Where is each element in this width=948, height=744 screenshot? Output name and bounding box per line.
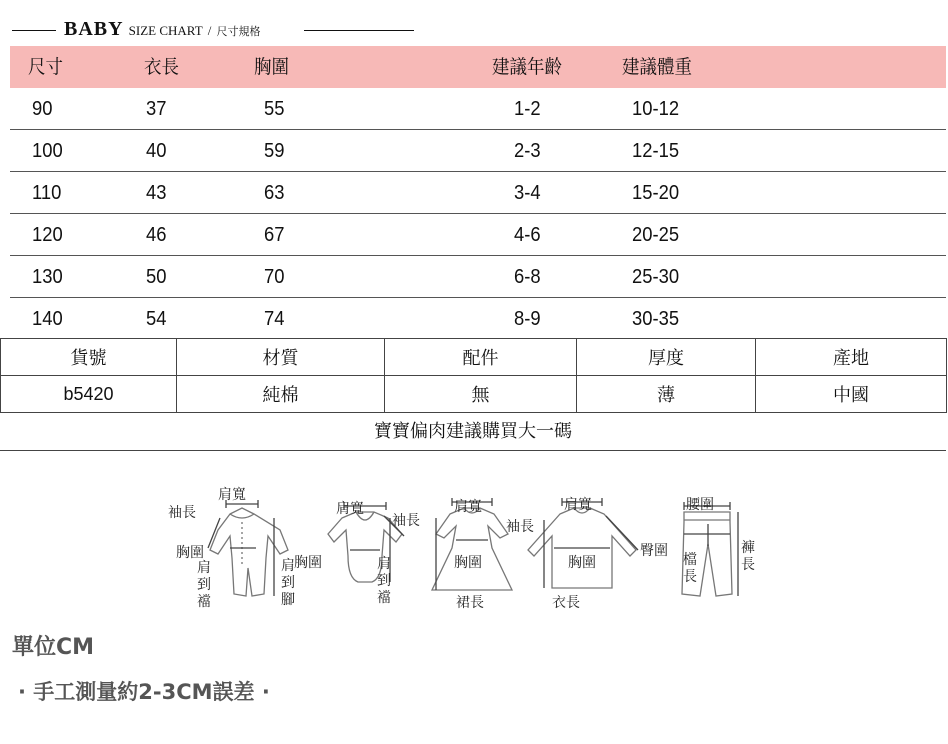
unit-note: 單位CM (12, 635, 95, 660)
cell-size: 90 (32, 98, 53, 120)
bodysuit-shoulder-label: 肩寬 (336, 501, 364, 517)
cell-chest: 55 (264, 98, 285, 120)
info-item-no: b5420 (1, 376, 177, 413)
title-rule-left (12, 30, 56, 31)
title-separator: / (207, 23, 212, 38)
header-chest: 胸圍 (254, 56, 289, 78)
cell-age: 3-4 (514, 182, 541, 204)
cell-chest: 70 (264, 266, 285, 288)
cell-weight: 12-15 (632, 140, 680, 162)
header-length: 衣長 (144, 56, 179, 78)
size-table-header (10, 46, 946, 88)
info-header-material: 材質 (177, 339, 385, 376)
top-length-label: 衣長 (552, 595, 580, 611)
cell-weight: 15-20 (632, 182, 680, 204)
pants-hip-label: 臀圍 (640, 543, 668, 559)
romper-icon (208, 500, 288, 596)
bodysuit-shoulder-crotch-label: 肩 到 襠 (377, 556, 391, 606)
table-row (10, 130, 946, 172)
cell-length: 37 (146, 98, 167, 120)
table-row (10, 298, 946, 339)
table-row (10, 172, 946, 214)
romper-sleeve-label: 袖長 (168, 505, 196, 521)
cell-age: 6-8 (514, 266, 541, 288)
romper-shoulder-crotch-label: 肩 到 襠 (197, 560, 211, 610)
cell-length: 54 (146, 308, 167, 330)
tolerance-note: · 手工測量約2-3CM誤差 · (18, 680, 270, 704)
info-header-row (1, 339, 947, 376)
pants-crotch-label: 檔 長 (683, 552, 697, 585)
cell-length: 43 (146, 182, 167, 204)
table-row (10, 88, 946, 130)
info-header-thickness: 厚度 (577, 339, 756, 376)
cell-size: 120 (32, 224, 63, 246)
title-brand: BABY (64, 18, 124, 40)
info-header-accessory: 配件 (385, 339, 577, 376)
top-sleeve-label: 袖長 (506, 519, 534, 535)
info-header-item-no: 貨號 (1, 339, 177, 376)
info-thickness: 薄 (577, 376, 756, 413)
chart-title (12, 18, 432, 44)
cell-age: 2-3 (514, 140, 541, 162)
title-text (64, 18, 260, 41)
info-accessory: 無 (385, 376, 577, 413)
product-info-table (0, 338, 947, 413)
cell-chest: 59 (264, 140, 285, 162)
top-chest-label: 胸圍 (568, 555, 596, 571)
info-header-origin: 產地 (756, 339, 947, 376)
pants-waist-label: 腰圍 (686, 497, 714, 513)
info-origin: 中國 (756, 376, 947, 413)
cell-weight: 25-30 (632, 266, 680, 288)
header-size: 尺寸 (28, 56, 63, 78)
cell-age: 8-9 (514, 308, 541, 330)
title-rule-right (304, 30, 414, 31)
cell-chest: 74 (264, 308, 285, 330)
size-table (10, 46, 946, 339)
dress-skirt-label: 裙長 (456, 595, 484, 611)
cell-size: 100 (32, 140, 63, 162)
cell-weight: 20-25 (632, 224, 680, 246)
romper-shoulder-label: 肩寬 (218, 487, 246, 503)
bodysuit-chest-label: 胸圍 (294, 555, 322, 571)
cell-age: 4-6 (514, 224, 541, 246)
romper-shoulder-foot-label: 肩 到 腳 (281, 558, 295, 608)
header-age: 建議年齡 (492, 56, 562, 78)
header-weight: 建議體重 (622, 56, 692, 78)
title-cn: 尺寸規格 (216, 25, 261, 38)
cell-length: 46 (146, 224, 167, 246)
dress-shoulder-label: 肩寬 (454, 499, 482, 515)
cell-size: 130 (32, 266, 63, 288)
pants-length-label: 褲 長 (741, 540, 755, 573)
romper-chest-label: 胸圍 (176, 545, 204, 561)
cell-size: 110 (32, 182, 62, 204)
measurement-diagrams (160, 478, 760, 618)
info-material: 純棉 (177, 376, 385, 413)
cell-size: 140 (32, 308, 63, 330)
info-value-row (1, 376, 947, 413)
cell-length: 40 (146, 140, 167, 162)
top-shoulder-label: 肩寬 (564, 497, 592, 513)
dress-chest-label: 胸圍 (454, 555, 482, 571)
cell-age: 1-2 (514, 98, 541, 120)
cell-weight: 30-35 (632, 308, 680, 330)
size-advice-note: 寶寶偏肉建議購買大一碼 (0, 413, 946, 451)
cell-chest: 63 (264, 182, 285, 204)
cell-weight: 10-12 (632, 98, 680, 120)
table-row (10, 256, 946, 298)
cell-chest: 67 (264, 224, 285, 246)
title-sub: SIZE CHART (128, 23, 203, 38)
cell-length: 50 (146, 266, 167, 288)
table-row (10, 214, 946, 256)
bodysuit-sleeve-label: 袖長 (392, 513, 420, 529)
